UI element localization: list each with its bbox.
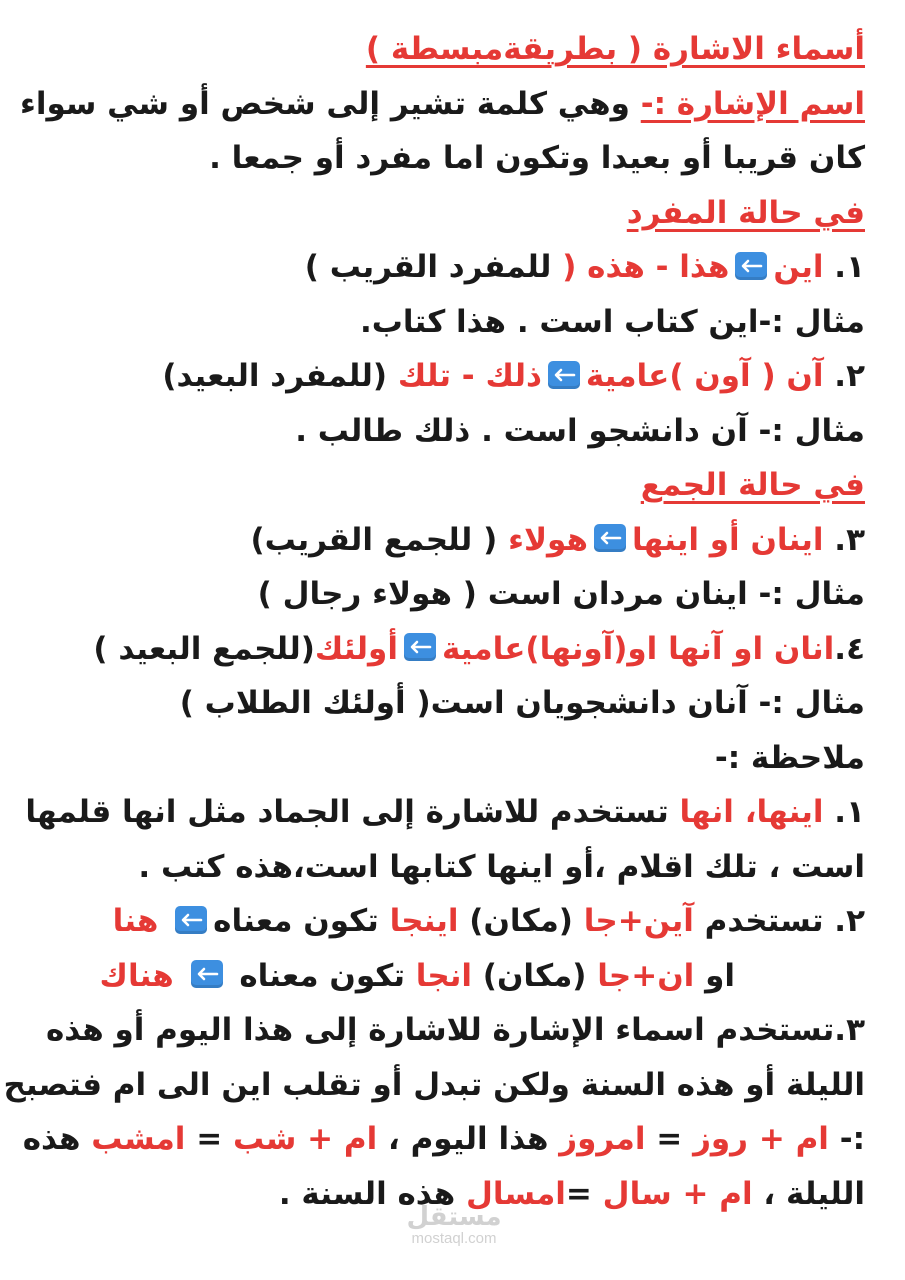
item-3-note: ( للجمع القريب) [250, 521, 509, 558]
note-2-text-e: (مكان) [472, 957, 598, 994]
note-heading: ملاحظة :- [714, 739, 865, 776]
note-1-num: ١. [823, 794, 865, 830]
note-1-line-2: است ، تلك اقلام ،أو اينها كتابها است،هذه كتب . [138, 848, 865, 885]
intro-line-1 [19, 77, 865, 132]
item-2-term: آن ( آون )عامية [585, 358, 824, 394]
note-2-text-f: تكون معناه [228, 957, 416, 994]
note-1-term: اينها، انها [679, 794, 824, 830]
note-2-term-b: اينجا [389, 903, 459, 939]
note-2-line-2 [60, 949, 865, 1004]
note-2-term-c: ان+جا [597, 957, 695, 994]
note-3-text-b: = [645, 1121, 694, 1157]
doc-title-line [60, 22, 865, 77]
plural-heading-line [60, 458, 865, 513]
left-arrow-icon [404, 633, 436, 661]
note-3-result-c: امسال [465, 1175, 566, 1212]
singular-heading-line [60, 186, 865, 241]
example-3: مثال :- اينان مردان است ( هولاء رجال ) [257, 576, 865, 612]
item-1 [60, 240, 865, 295]
intro-label: اسم الإشارة :- [640, 85, 865, 122]
left-arrow-icon [735, 252, 767, 280]
note-2-meaning-b: هناك [99, 957, 185, 994]
note-3-text-d: = [185, 1121, 233, 1157]
watermark-url: mostaql.com [411, 1230, 497, 1247]
note-2-num: ٢. [823, 903, 865, 939]
note-3-line-3 [22, 1112, 865, 1167]
note-3-formula-a: ام + روز [693, 1121, 829, 1157]
note-2-term-a: آين+جا [583, 903, 694, 939]
item-2 [60, 349, 865, 404]
note-3-text-g: = [565, 1175, 603, 1212]
example-2: مثال :- آن دانشجو است . ذلك طالب . [295, 412, 865, 449]
note-3-result-b: امشب [91, 1121, 186, 1157]
note-1-text: تستخدم للاشارة إلى الجماد مثل انها قلمها [25, 794, 680, 830]
note-3-line-1: ٣.تستخدم اسماء الإشارة للاشارة إلى هذا اليوم أو هذه [46, 1012, 865, 1048]
item-3-term: اينان أو اينها [631, 521, 824, 558]
left-arrow-icon [175, 906, 207, 934]
item-3-translation: هولاء [508, 521, 588, 558]
item-4 [60, 622, 865, 677]
watermark-logo: مستقل [406, 1202, 502, 1232]
note-3-text-a: :- [828, 1121, 865, 1157]
item-1-term: اين [773, 249, 824, 285]
item-2-note: (للمفرد البعيد) [162, 358, 398, 394]
note-1-line-1 [25, 785, 865, 840]
note-2-text-b: (مكان) [458, 903, 584, 939]
item-4-term: انان او آنها او(آونها)عامية [441, 630, 835, 667]
item-1-note: للمفرد القريب ) [304, 249, 563, 285]
item-3 [60, 513, 865, 568]
item-2-translation: ذلك - تلك [397, 358, 542, 394]
left-arrow-icon [191, 960, 223, 988]
note-2-line-1 [60, 894, 865, 949]
item-3-num: ٣. [823, 521, 865, 558]
note-3-text-h: هذه السنة . [278, 1175, 466, 1212]
note-3-text-e: هذه [22, 1121, 92, 1157]
note-2-term-d: انجا [415, 957, 473, 994]
note-3-text-f: الليلة ، [752, 1175, 865, 1212]
item-4-num: ٤. [834, 630, 865, 667]
intro-line-2: كان قريبا أو بعيدا وتكون اما مفرد أو جمعا . [209, 140, 865, 176]
plural-heading: في حالة الجمع [640, 467, 865, 503]
note-2-meaning-a: هنا [112, 903, 170, 939]
intro-text: وهي كلمة تشير إلى شخص أو شي سواء [19, 85, 641, 122]
doc-title: أسماء الاشارة ( بطريقةمبسطة ) [365, 31, 865, 67]
note-3-formula-c: ام + سال [602, 1175, 753, 1212]
item-2-num: ٢. [823, 358, 865, 394]
item-1-translation: هذا - هذه ( [562, 249, 730, 285]
example-4: مثال :- آنان دانشجويان است( أولئك الطلاب ) [179, 685, 865, 721]
item-4-translation: أولئك [314, 630, 398, 667]
note-2-text-c: تكون معناه [213, 903, 390, 939]
note-2-text-a: تستخدم [693, 903, 824, 939]
watermark [394, 1204, 514, 1248]
note-2-text-d: او [694, 957, 735, 994]
note-3-result-a: امروز [559, 1121, 646, 1157]
left-arrow-icon [548, 361, 580, 389]
singular-heading: في حالة المفرد [626, 194, 865, 231]
note-3-formula-b: ام + شب [233, 1121, 378, 1157]
note-3-text-c: هذا اليوم ، [377, 1121, 560, 1157]
note-3-line-2: الليلة أو هذه السنة ولكن تبدل أو تقلب اين الى ام فتصبح [3, 1066, 865, 1103]
example-1: مثال :-اين كتاب است . هذا كتاب. [359, 303, 865, 340]
item-4-note: (للجمع البعيد ) [93, 630, 315, 667]
item-1-num: ١. [823, 249, 865, 285]
left-arrow-icon [594, 524, 626, 552]
